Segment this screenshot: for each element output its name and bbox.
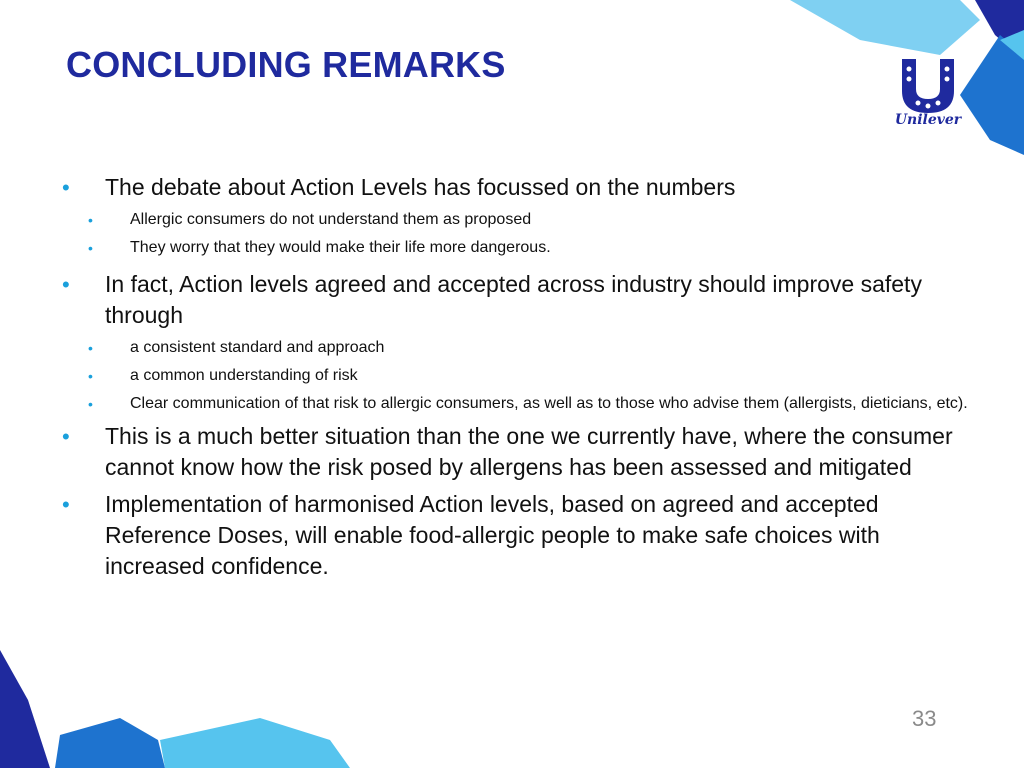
sub-bullet-item xyxy=(62,237,972,259)
sub-bullet-text: Allergic consumers do not understand them as proposed xyxy=(130,211,532,228)
unilever-logo-text: Unilever xyxy=(894,112,962,128)
bullet-icon: • xyxy=(62,424,70,449)
sub-bullet-item xyxy=(62,209,972,231)
bullet-list xyxy=(62,172,972,588)
bullet-icon: • xyxy=(62,175,70,200)
sub-bullet-text: Clear communication of that risk to allergic consumers, as well as to those who advise them (allergists, dieticians, etc). xyxy=(130,395,968,412)
bullet-item xyxy=(62,172,972,203)
bullet-icon: • xyxy=(62,492,70,517)
deco-shape-bottom-light xyxy=(160,718,350,768)
deco-shape-bottom-left-dark xyxy=(0,650,50,768)
bullet-item xyxy=(62,489,972,582)
sub-bullet-icon: • xyxy=(88,212,93,228)
page-number: 33 xyxy=(912,706,937,731)
deco-shape-right-mid xyxy=(960,35,1024,155)
sub-bullet-item xyxy=(62,337,972,359)
sub-bullet-icon: • xyxy=(88,396,93,412)
deco-shape-top-light xyxy=(790,0,980,55)
deco-shape-bottom-left-mid xyxy=(55,718,165,768)
sub-bullet-icon: • xyxy=(88,340,93,356)
sub-bullet-item xyxy=(62,393,972,415)
bullet-item xyxy=(62,269,972,331)
sub-bullet-text: a common understanding of risk xyxy=(130,367,358,384)
bullet-text: This is a much better situation than the one we currently have, where the consumer cannot know how the risk posed by allergens has been assessed and mitigated xyxy=(105,423,953,480)
bullet-text: The debate about Action Levels has focussed on the numbers xyxy=(105,174,736,200)
sub-bullet-icon: • xyxy=(88,368,93,384)
bullet-icon: • xyxy=(62,272,70,297)
bullet-text: In fact, Action levels agreed and accepted across industry should improve safety through xyxy=(105,271,922,328)
slide-title: CONCLUDING REMARKS xyxy=(66,44,506,85)
sub-bullet-icon: • xyxy=(88,240,93,256)
bullet-item xyxy=(62,421,972,483)
sub-bullet-text: a consistent standard and approach xyxy=(130,339,385,356)
bullet-text: Implementation of harmonised Action levels, based on agreed and accepted Reference Doses, will enable food-allergic people to make safe choices with increased confidence. xyxy=(105,491,880,579)
sub-bullet-text: They worry that they would make their life more dangerous. xyxy=(130,239,551,256)
sub-bullet-item xyxy=(62,365,972,387)
